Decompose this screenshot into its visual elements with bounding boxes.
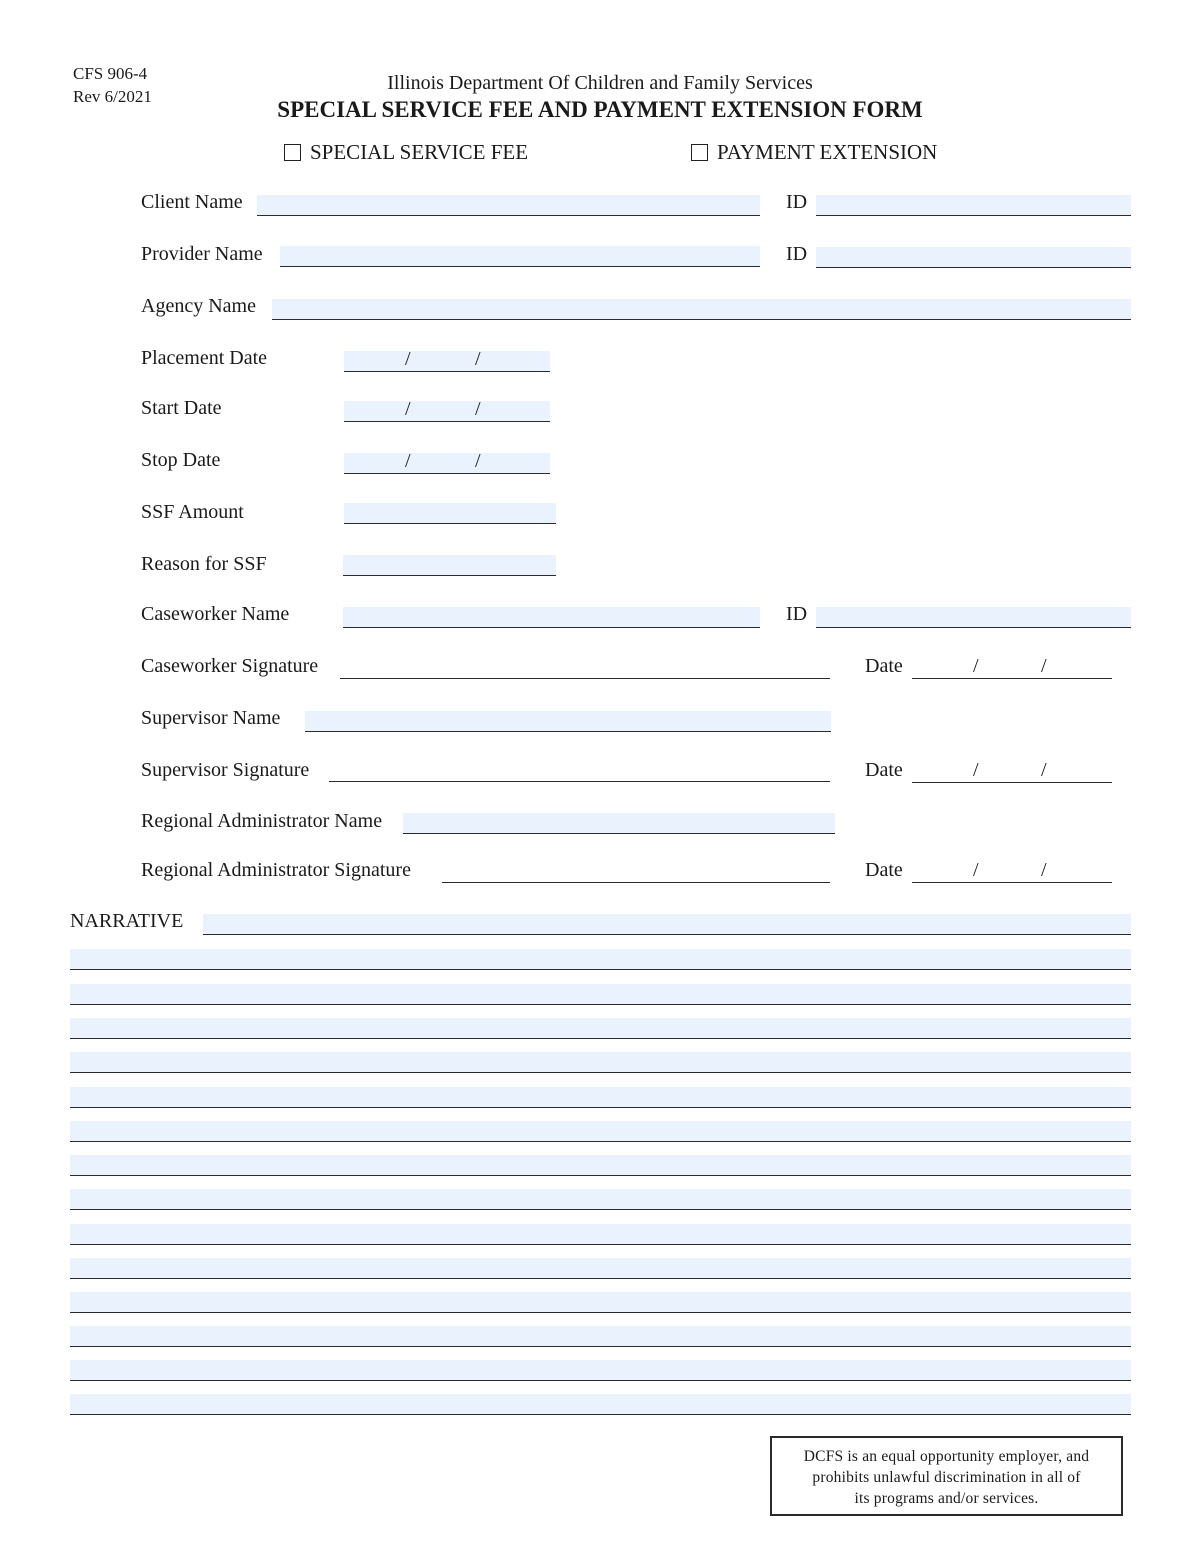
equal-opportunity-notice [770, 1436, 1123, 1516]
client-id-label: ID [786, 191, 808, 213]
start-date-separator: / [475, 398, 481, 420]
narrative-line[interactable] [70, 1394, 1131, 1415]
supervisor-date-label: Date [865, 759, 903, 781]
reason-for-ssf-label: Reason for SSF [141, 553, 267, 575]
notice-line: DCFS is an equal opportunity employer, and [803, 1448, 1090, 1465]
supervisor-date-line[interactable] [912, 762, 1112, 783]
caseworker-name-field[interactable] [343, 607, 760, 628]
special-service-fee-checkbox[interactable] [284, 144, 301, 161]
regional-admin-signature-line[interactable] [442, 862, 830, 883]
regional-admin-date-line[interactable] [912, 862, 1112, 883]
caseworker-signature-label: Caseworker Signature [141, 655, 319, 677]
provider-id-label: ID [786, 243, 808, 265]
provider-name-field[interactable] [280, 246, 760, 267]
agency-name-header: Illinois Department Of Children and Family Services [387, 72, 813, 94]
placement-date-label: Placement Date [141, 347, 268, 369]
regional-admin-name-label: Regional Administrator Name [141, 810, 383, 832]
start-date-field[interactable] [344, 401, 550, 422]
supervisor-date-separator: / [973, 759, 979, 781]
special-service-fee-label: SPECIAL SERVICE FEE [310, 140, 529, 164]
narrative-line[interactable] [70, 1326, 1131, 1347]
caseworker-signature-line[interactable] [340, 658, 830, 679]
narrative-line[interactable] [70, 984, 1131, 1005]
caseworker-date-separator: / [1041, 655, 1047, 677]
form-title: SPECIAL SERVICE FEE AND PAYMENT EXTENSION FORM [277, 97, 923, 122]
narrative-first-line[interactable] [203, 914, 1131, 935]
narrative-line[interactable] [70, 1258, 1131, 1279]
stop-date-separator: / [475, 450, 481, 472]
supervisor-signature-label: Supervisor Signature [141, 759, 310, 781]
client-name-label: Client Name [141, 191, 243, 213]
regional-admin-date-separator: / [973, 859, 979, 881]
ssf-amount-label: SSF Amount [141, 501, 244, 523]
stop-date-separator: / [405, 450, 411, 472]
payment-extension-label: PAYMENT EXTENSION [717, 140, 938, 164]
payment-extension-checkbox[interactable] [691, 144, 708, 161]
narrative-line[interactable] [70, 1189, 1131, 1210]
special-service-fee-option[interactable] [284, 140, 528, 165]
stop-date-label: Stop Date [141, 449, 221, 471]
regional-admin-name-field[interactable] [403, 813, 835, 834]
notice-line: its programs and/or services. [854, 1490, 1039, 1507]
notice-line: prohibits unlawful discrimination in all of [812, 1469, 1081, 1486]
start-date-label: Start Date [141, 397, 222, 419]
narrative-line[interactable] [70, 1121, 1131, 1142]
supervisor-signature-line[interactable] [329, 761, 830, 782]
provider-id-field[interactable] [816, 247, 1131, 268]
narrative-line[interactable] [70, 1224, 1131, 1245]
narrative-label: NARRATIVE [70, 910, 184, 932]
ssf-amount-field[interactable] [344, 503, 556, 524]
client-name-field[interactable] [257, 195, 760, 216]
caseworker-date-line[interactable] [912, 658, 1112, 679]
start-date-separator: / [405, 398, 411, 420]
regional-admin-date-label: Date [865, 859, 903, 881]
narrative-line[interactable] [70, 1155, 1131, 1176]
agency-name-label: Agency Name [141, 295, 256, 317]
caseworker-date-label: Date [865, 655, 903, 677]
narrative-line[interactable] [70, 1360, 1131, 1381]
reason-for-ssf-field[interactable] [343, 555, 556, 576]
supervisor-name-field[interactable] [305, 711, 831, 732]
form-revision: Rev 6/2021 [73, 87, 152, 106]
placement-date-separator: / [405, 348, 411, 370]
stop-date-field[interactable] [344, 453, 550, 474]
client-id-field[interactable] [816, 195, 1131, 216]
payment-extension-option[interactable] [691, 140, 937, 165]
supervisor-date-separator: / [1041, 759, 1047, 781]
caseworker-id-field[interactable] [816, 607, 1131, 628]
narrative-line[interactable] [70, 1052, 1131, 1073]
regional-admin-signature-label: Regional Administrator Signature [141, 859, 411, 881]
supervisor-name-label: Supervisor Name [141, 707, 281, 729]
narrative-line[interactable] [70, 949, 1131, 970]
agency-name-field[interactable] [272, 299, 1131, 320]
narrative-line[interactable] [70, 1018, 1131, 1039]
placement-date-separator: / [475, 348, 481, 370]
caseworker-date-separator: / [973, 655, 979, 677]
caseworker-id-label: ID [786, 603, 808, 625]
narrative-line[interactable] [70, 1087, 1131, 1108]
regional-admin-date-separator: / [1041, 859, 1047, 881]
placement-date-field[interactable] [344, 351, 550, 372]
caseworker-name-label: Caseworker Name [141, 603, 290, 625]
form-code: CFS 906-4 [73, 64, 148, 83]
provider-name-label: Provider Name [141, 243, 263, 265]
narrative-line[interactable] [70, 1292, 1131, 1313]
